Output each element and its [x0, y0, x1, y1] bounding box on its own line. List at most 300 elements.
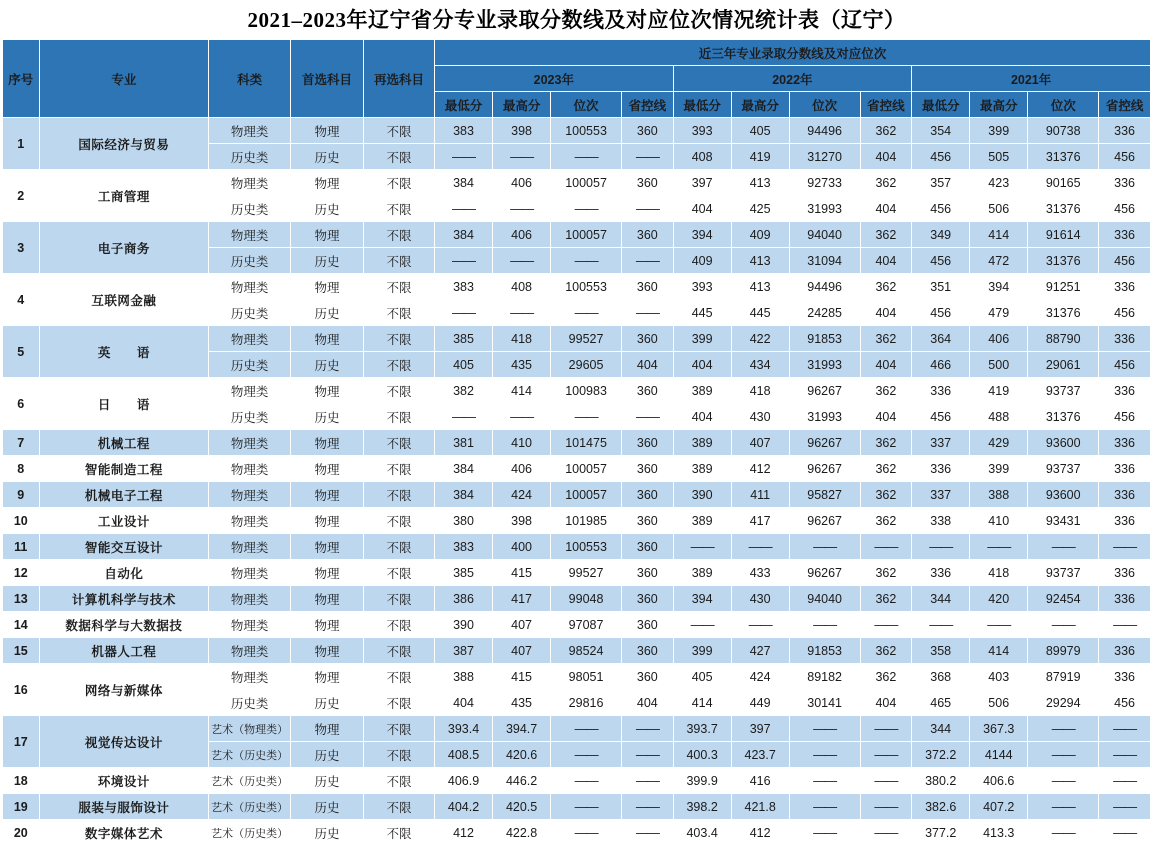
major-name: 计算机科学与技术: [39, 586, 209, 612]
2021-rank: 93737: [1028, 378, 1099, 404]
2023-rank: 100553: [551, 274, 622, 300]
2021-min-score: 344: [912, 716, 970, 742]
2022-min-score: 399: [673, 638, 731, 664]
2023-max-score: 435: [493, 352, 551, 378]
row-index: 15: [3, 638, 40, 664]
2022-province-cutoff: 362: [860, 482, 912, 508]
2021-province-cutoff: 336: [1099, 118, 1151, 144]
2021-province-cutoff: 336: [1099, 508, 1151, 534]
2023-province-cutoff: ——: [622, 768, 674, 794]
2023-rank: ——: [551, 196, 622, 222]
2021-min-score: 380.2: [912, 768, 970, 794]
first-choice-subject: 历史: [291, 768, 364, 794]
2023-max-score: 415: [493, 560, 551, 586]
2022-rank: ——: [789, 716, 860, 742]
2022-province-cutoff: ——: [860, 820, 912, 846]
subject-category: 艺术（历史类）: [209, 794, 291, 820]
2023-province-cutoff: ——: [622, 404, 674, 430]
2023-province-cutoff: 360: [622, 508, 674, 534]
2022-max-score: 419: [731, 144, 789, 170]
2021-max-score: 407.2: [970, 794, 1028, 820]
2023-rank: 99527: [551, 560, 622, 586]
2023-province-cutoff: 360: [622, 170, 674, 196]
2022-province-cutoff: 362: [860, 586, 912, 612]
header-row-band: [3, 40, 1151, 66]
2023-min-score: 406.9: [435, 768, 493, 794]
major-name: 机器人工程: [39, 638, 209, 664]
2021-min-score: 466: [912, 352, 970, 378]
2022-province-cutoff: 362: [860, 560, 912, 586]
subject-category: 历史类: [209, 404, 291, 430]
2022-province-cutoff: 362: [860, 170, 912, 196]
2022-min-score: 404: [673, 196, 731, 222]
2021-rank: 87919: [1028, 664, 1099, 690]
first-choice-subject: 物理: [291, 456, 364, 482]
2022-province-cutoff: 362: [860, 508, 912, 534]
2022-rank: 31993: [789, 404, 860, 430]
2022-province-cutoff: 404: [860, 352, 912, 378]
2021-rank: 31376: [1028, 144, 1099, 170]
2023-province-cutoff: 404: [622, 690, 674, 716]
2023-rank: ——: [551, 768, 622, 794]
2022-min-score: 404: [673, 404, 731, 430]
th-index: 序号: [3, 40, 40, 118]
subject-category: 历史类: [209, 196, 291, 222]
2022-min-score: 445: [673, 300, 731, 326]
2022-rank: 31094: [789, 248, 860, 274]
2022-rank: 94040: [789, 586, 860, 612]
table-body: [3, 118, 1151, 846]
2023-province-cutoff: ——: [622, 300, 674, 326]
second-choice-subject: 不限: [364, 430, 435, 456]
2021-min-score: 336: [912, 456, 970, 482]
2021-province-cutoff: ——: [1099, 820, 1151, 846]
2022-rank: ——: [789, 820, 860, 846]
th-2023-max: 最高分: [493, 92, 551, 118]
second-choice-subject: 不限: [364, 508, 435, 534]
2021-rank: ——: [1028, 768, 1099, 794]
2023-province-cutoff: 360: [622, 586, 674, 612]
2023-max-score: 420.5: [493, 794, 551, 820]
2022-max-score: 430: [731, 586, 789, 612]
th-band: 近三年专业录取分数线及对应位次: [435, 40, 1151, 66]
2023-max-score: 407: [493, 638, 551, 664]
2022-max-score: ——: [731, 534, 789, 560]
subject-category: 艺术（历史类）: [209, 820, 291, 846]
2023-rank: ——: [551, 404, 622, 430]
first-choice-subject: 物理: [291, 586, 364, 612]
2023-min-score: ——: [435, 300, 493, 326]
2021-min-score: 372.2: [912, 742, 970, 768]
2023-max-score: 410: [493, 430, 551, 456]
first-choice-subject: 物理: [291, 378, 364, 404]
2023-max-score: 414: [493, 378, 551, 404]
2023-max-score: 398: [493, 118, 551, 144]
major-name: 工业设计: [39, 508, 209, 534]
2022-province-cutoff: ——: [860, 742, 912, 768]
2021-min-score: 354: [912, 118, 970, 144]
2023-max-score: 417: [493, 586, 551, 612]
2021-rank: ——: [1028, 794, 1099, 820]
first-choice-subject: 历史: [291, 352, 364, 378]
table-row: [3, 170, 1151, 196]
second-choice-subject: 不限: [364, 456, 435, 482]
2021-max-score: 419: [970, 378, 1028, 404]
2022-min-score: 390: [673, 482, 731, 508]
2021-province-cutoff: 456: [1099, 196, 1151, 222]
2022-rank: ——: [789, 534, 860, 560]
second-choice-subject: 不限: [364, 170, 435, 196]
2023-province-cutoff: ——: [622, 716, 674, 742]
2022-max-score: 418: [731, 378, 789, 404]
2023-rank: ——: [551, 742, 622, 768]
2023-rank: ——: [551, 820, 622, 846]
2021-min-score: 358: [912, 638, 970, 664]
2023-rank: 99527: [551, 326, 622, 352]
row-index: 9: [3, 482, 40, 508]
2022-min-score: 398.2: [673, 794, 731, 820]
2023-min-score: 390: [435, 612, 493, 638]
2023-rank: ——: [551, 300, 622, 326]
second-choice-subject: 不限: [364, 404, 435, 430]
2021-rank: 91251: [1028, 274, 1099, 300]
2023-province-cutoff: 360: [622, 638, 674, 664]
2022-province-cutoff: 362: [860, 430, 912, 456]
2021-min-score: 382.6: [912, 794, 970, 820]
second-choice-subject: 不限: [364, 690, 435, 716]
major-name: 视觉传达设计: [39, 716, 209, 768]
2023-min-score: 404.2: [435, 794, 493, 820]
2022-province-cutoff: 404: [860, 404, 912, 430]
major-name: 日 语: [39, 378, 209, 430]
2023-province-cutoff: 360: [622, 664, 674, 690]
2022-province-cutoff: 362: [860, 456, 912, 482]
2021-province-cutoff: 336: [1099, 378, 1151, 404]
table-row: [3, 534, 1151, 560]
2022-max-score: 411: [731, 482, 789, 508]
2022-max-score: 413: [731, 170, 789, 196]
2023-rank: 29605: [551, 352, 622, 378]
2023-min-score: 385: [435, 326, 493, 352]
second-choice-subject: 不限: [364, 352, 435, 378]
2023-max-score: 415: [493, 664, 551, 690]
subject-category: 历史类: [209, 690, 291, 716]
2023-rank: 100057: [551, 170, 622, 196]
2023-min-score: 404: [435, 690, 493, 716]
2022-rank: 30141: [789, 690, 860, 716]
2022-rank: 94496: [789, 274, 860, 300]
2022-rank: ——: [789, 742, 860, 768]
first-choice-subject: 物理: [291, 274, 364, 300]
th-2022-cutoff: 省控线: [860, 92, 912, 118]
2021-province-cutoff: 456: [1099, 144, 1151, 170]
2023-min-score: 380: [435, 508, 493, 534]
2021-province-cutoff: ——: [1099, 534, 1151, 560]
2022-province-cutoff: 362: [860, 118, 912, 144]
2021-max-score: 399: [970, 456, 1028, 482]
row-index: 16: [3, 664, 40, 716]
subject-category: 艺术（物理类）: [209, 716, 291, 742]
table-row: [3, 638, 1151, 664]
row-index: 11: [3, 534, 40, 560]
2021-max-score: 423: [970, 170, 1028, 196]
2021-min-score: 344: [912, 586, 970, 612]
2022-rank: 95827: [789, 482, 860, 508]
second-choice-subject: 不限: [364, 482, 435, 508]
2021-province-cutoff: 336: [1099, 430, 1151, 456]
2022-min-score: ——: [673, 534, 731, 560]
2022-rank: 96267: [789, 430, 860, 456]
first-choice-subject: 历史: [291, 300, 364, 326]
2021-min-score: 456: [912, 300, 970, 326]
second-choice-subject: 不限: [364, 586, 435, 612]
2023-min-score: ——: [435, 404, 493, 430]
subject-category: 物理类: [209, 560, 291, 586]
2021-min-score: 364: [912, 326, 970, 352]
subject-category: 历史类: [209, 300, 291, 326]
second-choice-subject: 不限: [364, 378, 435, 404]
2022-rank: 92733: [789, 170, 860, 196]
2023-min-score: ——: [435, 144, 493, 170]
first-choice-subject: 历史: [291, 690, 364, 716]
2023-rank: 97087: [551, 612, 622, 638]
2021-min-score: 337: [912, 482, 970, 508]
2021-rank: 93600: [1028, 482, 1099, 508]
subject-category: 物理类: [209, 612, 291, 638]
second-choice-subject: 不限: [364, 300, 435, 326]
table-row: [3, 118, 1151, 144]
2023-min-score: 382: [435, 378, 493, 404]
row-index: 8: [3, 456, 40, 482]
subject-category: 物理类: [209, 274, 291, 300]
2023-rank: ——: [551, 144, 622, 170]
second-choice-subject: 不限: [364, 560, 435, 586]
row-index: 17: [3, 716, 40, 768]
2021-min-score: 368: [912, 664, 970, 690]
major-name: 环境设计: [39, 768, 209, 794]
th-2023-min: 最低分: [435, 92, 493, 118]
2022-max-score: 397: [731, 716, 789, 742]
2022-min-score: 394: [673, 222, 731, 248]
2023-min-score: 384: [435, 456, 493, 482]
2022-max-score: 413: [731, 248, 789, 274]
2023-max-score: ——: [493, 404, 551, 430]
2023-max-score: 406: [493, 456, 551, 482]
2021-min-score: 377.2: [912, 820, 970, 846]
2023-min-score: 388: [435, 664, 493, 690]
subject-category: 物理类: [209, 378, 291, 404]
subject-category: 物理类: [209, 482, 291, 508]
2023-min-score: 384: [435, 482, 493, 508]
second-choice-subject: 不限: [364, 664, 435, 690]
2023-max-score: 408: [493, 274, 551, 300]
2023-min-score: 383: [435, 118, 493, 144]
second-choice-subject: 不限: [364, 144, 435, 170]
major-name: 工商管理: [39, 170, 209, 222]
row-index: 5: [3, 326, 40, 378]
2022-max-score: 409: [731, 222, 789, 248]
2021-max-score: 413.3: [970, 820, 1028, 846]
2023-max-score: 406: [493, 222, 551, 248]
2022-province-cutoff: 404: [860, 248, 912, 274]
th-2021-cutoff: 省控线: [1099, 92, 1151, 118]
2021-province-cutoff: ——: [1099, 794, 1151, 820]
2022-province-cutoff: ——: [860, 612, 912, 638]
2023-max-score: 398: [493, 508, 551, 534]
2023-max-score: 435: [493, 690, 551, 716]
2022-rank: 31993: [789, 352, 860, 378]
2021-rank: ——: [1028, 534, 1099, 560]
2021-min-score: 465: [912, 690, 970, 716]
2022-rank: 94496: [789, 118, 860, 144]
2022-max-score: 416: [731, 768, 789, 794]
th-second-choice: 再选科目: [364, 40, 435, 118]
2023-province-cutoff: ——: [622, 742, 674, 768]
second-choice-subject: 不限: [364, 196, 435, 222]
2021-province-cutoff: 336: [1099, 586, 1151, 612]
2023-rank: 101985: [551, 508, 622, 534]
2021-min-score: 336: [912, 560, 970, 586]
2021-rank: ——: [1028, 612, 1099, 638]
2022-max-score: 433: [731, 560, 789, 586]
table-row: [3, 664, 1151, 690]
2021-province-cutoff: ——: [1099, 716, 1151, 742]
2021-max-score: 388: [970, 482, 1028, 508]
table-row: [3, 586, 1151, 612]
2021-max-score: 500: [970, 352, 1028, 378]
2023-min-score: 384: [435, 170, 493, 196]
subject-category: 物理类: [209, 638, 291, 664]
table-row: [3, 794, 1151, 820]
2022-min-score: 393: [673, 274, 731, 300]
2021-max-score: 406.6: [970, 768, 1028, 794]
second-choice-subject: 不限: [364, 534, 435, 560]
2021-max-score: 505: [970, 144, 1028, 170]
2021-max-score: 420: [970, 586, 1028, 612]
2021-min-score: 351: [912, 274, 970, 300]
2021-province-cutoff: 456: [1099, 300, 1151, 326]
score-table: [2, 39, 1151, 846]
2022-min-score: 394: [673, 586, 731, 612]
2021-province-cutoff: ——: [1099, 612, 1151, 638]
2022-province-cutoff: 362: [860, 222, 912, 248]
2021-rank: 88790: [1028, 326, 1099, 352]
2022-province-cutoff: 404: [860, 300, 912, 326]
2021-max-score: 367.3: [970, 716, 1028, 742]
2023-province-cutoff: 360: [622, 456, 674, 482]
subject-category: 物理类: [209, 118, 291, 144]
major-name: 服装与服饰设计: [39, 794, 209, 820]
2023-rank: ——: [551, 794, 622, 820]
2023-rank: ——: [551, 716, 622, 742]
2021-rank: 91614: [1028, 222, 1099, 248]
th-2022-min: 最低分: [673, 92, 731, 118]
row-index: 18: [3, 768, 40, 794]
2021-province-cutoff: 336: [1099, 456, 1151, 482]
2023-province-cutoff: 360: [622, 326, 674, 352]
2022-rank: ——: [789, 612, 860, 638]
major-name: 机械工程: [39, 430, 209, 456]
2023-min-score: 386: [435, 586, 493, 612]
major-name: 自动化: [39, 560, 209, 586]
2023-province-cutoff: 360: [622, 274, 674, 300]
first-choice-subject: 物理: [291, 534, 364, 560]
2021-rank: 90738: [1028, 118, 1099, 144]
page-title: 2021–2023年辽宁省分专业录取分数线及对应位次情况统计表（辽宁）: [247, 8, 906, 32]
2021-rank: 29294: [1028, 690, 1099, 716]
2023-province-cutoff: ——: [622, 794, 674, 820]
2022-max-score: 412: [731, 820, 789, 846]
2021-rank: ——: [1028, 742, 1099, 768]
2023-min-score: 385: [435, 560, 493, 586]
2023-rank: ——: [551, 248, 622, 274]
2022-province-cutoff: 362: [860, 378, 912, 404]
2022-min-score: 399: [673, 326, 731, 352]
2021-min-score: 456: [912, 404, 970, 430]
2021-rank: 31376: [1028, 404, 1099, 430]
2022-rank: 91853: [789, 638, 860, 664]
2021-rank: ——: [1028, 716, 1099, 742]
2022-rank: 89182: [789, 664, 860, 690]
2021-rank: 90165: [1028, 170, 1099, 196]
2023-min-score: 412: [435, 820, 493, 846]
table-row: [3, 508, 1151, 534]
2023-rank: 100553: [551, 118, 622, 144]
2022-max-score: 417: [731, 508, 789, 534]
2022-province-cutoff: ——: [860, 768, 912, 794]
2021-province-cutoff: 456: [1099, 690, 1151, 716]
2022-rank: ——: [789, 794, 860, 820]
2023-rank: 99048: [551, 586, 622, 612]
first-choice-subject: 物理: [291, 716, 364, 742]
subject-category: 历史类: [209, 144, 291, 170]
2021-rank: 31376: [1028, 248, 1099, 274]
first-choice-subject: 物理: [291, 430, 364, 456]
2023-max-score: 422.8: [493, 820, 551, 846]
table-row: [3, 430, 1151, 456]
2022-max-score: 434: [731, 352, 789, 378]
2023-max-score: 400: [493, 534, 551, 560]
2022-rank: 96267: [789, 378, 860, 404]
2021-rank: 93600: [1028, 430, 1099, 456]
th-year-2023: 2023年: [435, 66, 674, 92]
major-name: 互联网金融: [39, 274, 209, 326]
2021-max-score: 414: [970, 222, 1028, 248]
th-year-2022: 2022年: [673, 66, 912, 92]
2021-max-score: 418: [970, 560, 1028, 586]
subject-category: 物理类: [209, 586, 291, 612]
2022-min-score: 400.3: [673, 742, 731, 768]
2023-province-cutoff: 360: [622, 612, 674, 638]
2021-rank: 93737: [1028, 456, 1099, 482]
second-choice-subject: 不限: [364, 248, 435, 274]
2022-max-score: 413: [731, 274, 789, 300]
2023-max-score: 418: [493, 326, 551, 352]
second-choice-subject: 不限: [364, 716, 435, 742]
first-choice-subject: 物理: [291, 612, 364, 638]
subject-category: 物理类: [209, 222, 291, 248]
first-choice-subject: 物理: [291, 326, 364, 352]
2022-rank: 91853: [789, 326, 860, 352]
2022-min-score: 408: [673, 144, 731, 170]
table-row: [3, 560, 1151, 586]
2022-province-cutoff: ——: [860, 716, 912, 742]
table-row: [3, 820, 1151, 846]
2021-rank: 93431: [1028, 508, 1099, 534]
2021-min-score: 337: [912, 430, 970, 456]
major-name: 机械电子工程: [39, 482, 209, 508]
2021-rank: 92454: [1028, 586, 1099, 612]
